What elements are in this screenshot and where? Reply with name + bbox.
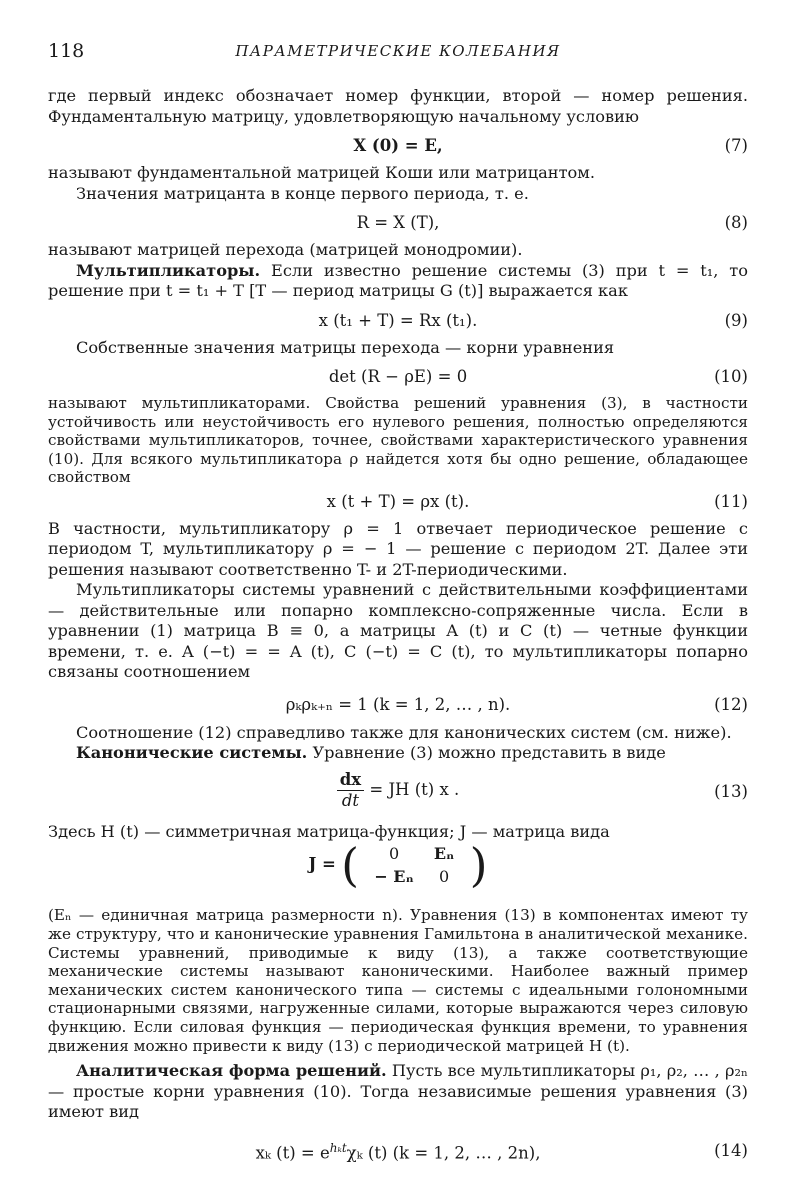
paragraph: [48, 743, 748, 764]
paragraph: Собственные значения матрицы перехода — корни уравнения: [76, 337, 615, 357]
equation-number: (11): [714, 491, 748, 511]
section-heading: Канонические системы.: [76, 743, 308, 763]
fraction-numerator: dx: [337, 770, 364, 791]
paragraph: Значения матрицанта в конце первого периода, т. е.: [76, 183, 529, 203]
fraction: [337, 770, 364, 811]
paragraph-text: Пусть все мультипликаторы ρ₁, ρ₂, … , ρ₂ₙ — простые корни уравнения (10). Тогда независимые решения уравнения (3) имеют вид: [48, 1061, 748, 1122]
paragraph: Соотношение (12) справедливо также для канонических систем (см. ниже).: [76, 722, 732, 742]
paragraph: [48, 163, 748, 184]
equation-number: (13): [714, 781, 748, 801]
paragraph-text: Если известно решение системы (3) при t = t₁, то решение при t = t₁ + T [T — период матрицы G (t)] выражается как: [48, 260, 748, 300]
equation-formula: ρₖρₖ₊ₙ = 1 (k = 1, 2, … , n).: [285, 694, 511, 714]
equation-formula: x (t + T) = ρx (t).: [326, 491, 470, 511]
paragraph: где первый индекс обозначает номер функции, второй — номер решения. Фундаментальную матрицу, удовлетворяющую начальному условию: [48, 86, 748, 126]
page: [48, 40, 748, 1171]
equation-right: χₖ (t) (k = 1, 2, … , 2n),: [346, 1143, 541, 1163]
paragraph: [48, 1061, 748, 1123]
equation-formula: R = X (T),: [356, 213, 440, 232]
paragraph-text: Уравнение (3) можно представить в виде: [312, 743, 666, 763]
equation-left: xₖ (t) = e: [255, 1143, 330, 1163]
page-number: 118: [48, 40, 85, 62]
paragraph: Здесь H (t) — симметричная матрица-функция; J — матрица вида: [48, 821, 610, 841]
equation-number: (12): [714, 694, 748, 714]
right-paren: ): [469, 838, 488, 893]
equation-8: [48, 204, 748, 240]
exponent: hₖt: [329, 1140, 347, 1155]
equation-formula: [48, 1141, 748, 1163]
equation-formula: x (t₁ + T) = Rx (t₁).: [318, 310, 478, 330]
paragraph: Мультипликаторы системы уравнений с действительными коэффициентами — действительные или попарно комплексно-сопряженные числа. Если в уравнении (1) матрица B ≡ 0, а матрицы A (t) и C (t) — четные функции времени, т. е. A (−t) = = A (t), C (−t) = C (t), то мультипликаторы попарно связаны соотношением: [48, 580, 748, 682]
section-heading: Аналитическая форма решений.: [76, 1061, 387, 1081]
paragraph: называют мультипликаторами. Свойства решений уравнения (3), в частности устойчивость или неустойчивость его нулевого решения, полностью определяются свойствами мультипликаторов, точнее, свойствами характеристического уравнения (10). Для всякого мультипликатора ρ найдется хотя бы одно решение, обладающее свойством: [48, 394, 748, 487]
section-heading: Мультипликаторы.: [76, 260, 261, 280]
fraction-denominator: dt: [341, 790, 360, 810]
equation-11: [48, 487, 748, 519]
equation-7: [48, 127, 748, 163]
equation-number: (8): [724, 213, 748, 232]
equation-number: (9): [724, 310, 748, 330]
paragraph: [48, 261, 748, 302]
equation-10: [48, 358, 748, 394]
equation-number: (10): [714, 367, 748, 386]
equation-rest: = JH (t) x .: [369, 779, 460, 799]
equation-formula: det (R − ρE) = 0: [328, 367, 468, 386]
equation-12: [48, 683, 748, 723]
matrix-lhs: J =: [308, 854, 336, 874]
equation-14: [48, 1123, 748, 1171]
paragraph: (Eₙ — единичная матрица размерности n). Уравнения (13) в компонентах имеют ту же структуру, что и канонические уравнения Гамильтона в аналитической механике. Системы уравнений, приводимые к виду (13), а также соответствующие механические системы называют каноническими. Наиболее важный пример механических систем канонического типа — системы с идеальными голономными стационарными связями, нагруженные силами, которые выражаются через силовую функцию. Если силовая функция — периодическая функция времени, то уравнения движения можно привести к виду (13) с периодической матрицей H (t).: [48, 906, 748, 1055]
matrix-formula: [48, 838, 748, 893]
paragraph: называют матрицей перехода (матрицей монодромии).: [48, 240, 523, 259]
paragraph: В частности, мультипликатору ρ = 1 отвечает периодическое решение с периодом T, мультипликатору ρ = − 1 — решение с периодом 2T. Далее эти решения называют соответственно T- и 2T-периодическими.: [48, 518, 748, 579]
matrix-cell: 0: [388, 844, 400, 864]
equation-9: [48, 302, 748, 338]
page-header: [48, 40, 748, 68]
equation-13: [48, 764, 748, 822]
paragraph-text: называют фундаментальной матрицей Коши или матрицантом.: [48, 163, 596, 182]
equation-formula: [48, 770, 748, 811]
running-title: ПАРАМЕТРИЧЕСКИЕ КОЛЕБАНИЯ: [235, 42, 561, 60]
matrix-table: [364, 842, 464, 888]
matrix-equation: [48, 838, 748, 906]
matrix-cell: Eₙ: [433, 844, 455, 864]
matrix-cell: 0: [438, 867, 450, 887]
matrix-cell: − Eₙ: [374, 867, 414, 887]
equation-number: (14): [714, 1140, 748, 1160]
equation-number: (7): [724, 136, 748, 155]
equation-formula: X (0) = E,: [353, 136, 443, 155]
left-paren: (: [341, 838, 360, 893]
